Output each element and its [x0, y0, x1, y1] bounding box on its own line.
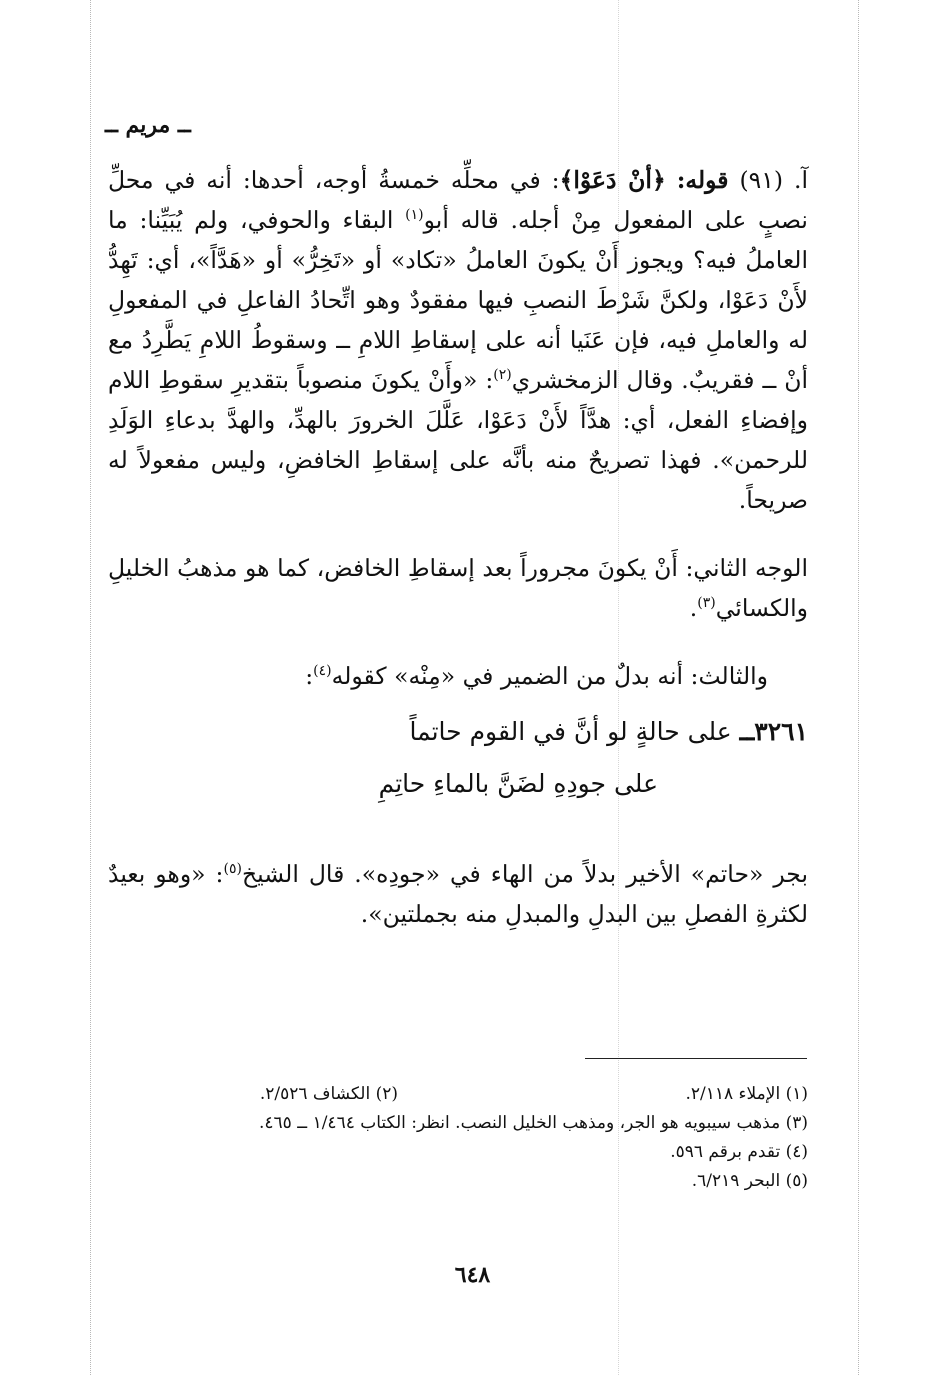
footnote-1: (١) الإملاء ٢/١١٨.	[685, 1084, 808, 1104]
footnote-4: (٤) تقدم برقم ٥٩٦.	[670, 1142, 808, 1162]
left-margin-guide	[90, 0, 91, 1375]
paragraph-4-text: بجر «حاتم» الأخير بدلاً من الهاء في «جودِه». قال الشيخ	[241, 860, 809, 888]
footnote-ref-2: (٢)	[493, 367, 512, 384]
footnote-ref-1: (١)	[405, 207, 424, 224]
verse-second-hemistich: على جودِهِ لضَنَّ بالماءِ حاتِمِ	[378, 769, 658, 798]
page-number: ٦٤٨	[454, 1262, 491, 1288]
footnote-2: (٢) الكشاف ٢/٥٢٦.	[259, 1084, 398, 1104]
verse-line-1	[108, 712, 808, 752]
verse-first-hemistich: على حالةٍ لو أنَّ في القوم حاتماً	[409, 717, 732, 746]
paragraph-2-end: .	[689, 594, 698, 622]
footnote-ref-5: (٥)	[223, 861, 242, 878]
quran-quote: ﴿أنْ دَعَوْا﴾	[559, 166, 666, 194]
verse-reference: آ. (٩١)	[739, 166, 808, 194]
running-header: ــ مريم ــ	[105, 112, 191, 138]
paragraph-4-text-2: : «وهو بعيدٌ لكثرةِ الفصلِ بين البدلِ والمبدلِ منه بجملتين».	[108, 860, 808, 928]
footnote-separator	[585, 1058, 807, 1059]
paragraph-1-text-3: : «وأَنْ يكونَ منصوباً بتقديرِ سقوطِ اللام وإفضاءِ الفعل، أي: هدَّاً لأَنْ دَعَوْا، عَلَّلَ الخرورَ بالهدِّ، والهدَّ بدعاءِ الوَلَدِ للرحمن». فهذا تصريحٌ منه بأنَّه على إسقاطِ الخافضِ، وليس مفعولاً له صريحاً.	[108, 366, 808, 514]
paragraph-3-end: :	[305, 662, 314, 690]
right-margin-guide	[858, 0, 859, 1375]
paragraph-2-text: الوجه الثاني: أَنْ يكونَ مجروراً بعد إسقاطِ الخافض، كما هو مذهبُ الخليلِ والكسائي	[108, 554, 808, 622]
verse-number: ٣٢٦١ــ	[739, 717, 808, 746]
paragraph-3	[108, 656, 808, 696]
lead-word: قوله:	[676, 166, 729, 194]
footnote-3: (٣) مذهب سيبويه هو الجر، ومذهب الخليل النصب. انظر: الكتاب ١/٤٦٤ ــ ٤٦٥.	[258, 1113, 808, 1133]
verse-line-2	[108, 764, 808, 804]
paragraph-1-text: : في محلِّه خمسةُ أوجه، أحدها: أنه في محلِّ نصبٍ على المفعول مِنْ أجله. قاله أبو	[108, 166, 808, 234]
paragraph-3-text: والثالث: أنه بدلٌ من الضمير في «مِنْه» كقوله	[331, 662, 768, 690]
footnote-5: (٥) البحر ٦/٢١٩.	[691, 1171, 808, 1191]
paragraph-1-text-2: البقاء والحوفي، ولم يُبَيِّنا: ما العاملُ فيه؟ ويجوز أَنْ يكونَ العاملُ «تكاد» أو «تَخِرُّ» أو «هَدَّاً»، أي: تَهِدُّ لأَنْ دَعَوْا، ولكنَّ شَرْطَ النصبِ فيها مفقودٌ وهو اتِّحادُ الفاعلِ في المفعولِ له والعاملِ فيه، فإن عَنَيا أنه على إسقاطِ اللامِ ــ وسقوطُ اللامِ يَطَّرِدُ مع أنْ ــ فقريبٌ. وقال الزمخشري	[108, 206, 809, 394]
footnote-ref-3: (٣)	[697, 595, 716, 612]
footnote-row-1	[108, 1080, 808, 1109]
main-text	[108, 160, 808, 934]
footnote-ref-4: (٤)	[313, 663, 332, 680]
paragraph-2	[108, 548, 808, 628]
paragraph-4	[108, 854, 808, 934]
footnotes	[108, 1080, 808, 1196]
paragraph-1	[108, 160, 808, 520]
